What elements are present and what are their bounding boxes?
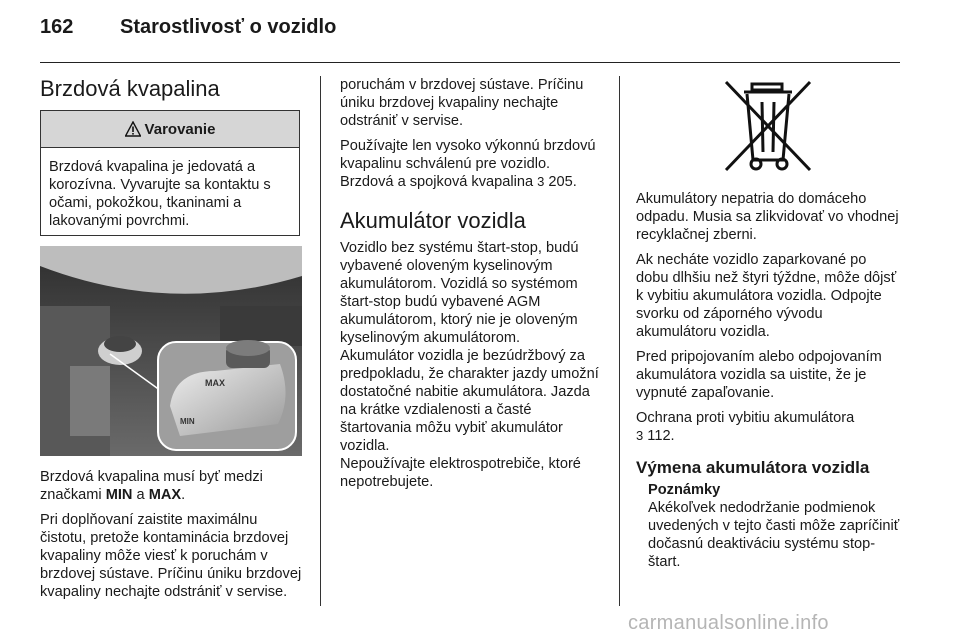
column-2	[340, 76, 602, 491]
section-title-brake-fluid: Brzdová kvapalina	[40, 76, 220, 101]
warning-text: Brzdová kvapalina je jedovatá a korozívna. Vyvarujte sa kontaktu s očami, pokožkou, tkaninami a lakovanými povrchmi.	[49, 159, 271, 229]
running-title: Starostlivosť o vozidlo	[120, 16, 337, 38]
subsection-title-battery-replacement: Výmena akumulátora vozidla	[636, 458, 870, 477]
warning-label: Varovanie	[144, 120, 216, 138]
reservoir-illustration	[40, 246, 302, 456]
text-run: Brzdová kvapalina musí byť medzi značkami	[40, 469, 263, 503]
warning-header	[41, 111, 299, 148]
warning-box	[40, 110, 300, 236]
paragraph: Vozidlo bez systému štart-stop, budú vybavené oloveným kyselinovým akumulátorom. Vozidlá so systémom štart-stop budú vybavené AGM akumulátorom, ktorý nie je oloveným kyselinovým akumulátorom.	[340, 240, 579, 346]
note-box	[636, 481, 900, 571]
page-number: 162	[40, 16, 74, 38]
page-ref[interactable]: 112.	[643, 428, 675, 444]
text-run: Ochrana proti vybitiu akumulátora	[636, 410, 855, 426]
paragraph-continued: poruchám v brzdovej sústave. Príčinu úniku brzdovej kvapaliny nechajte odstrániť v servise.	[340, 77, 584, 129]
paragraph: Akumulátor vozidla je bezúdržbový za predpokladu, že charakter jazdy umožní dostatočné nabitie akumulátora. Jazda na krátke vzdialenosti a časté štartovania môžu vybiť akumulátor vozidla.	[340, 348, 599, 454]
paragraph: Pred pripojovaním alebo odpojovaním akumulátora vozidla sa uistite, že je vypnuté zapaľovanie.	[636, 349, 882, 401]
warning-triangle-icon	[125, 121, 141, 137]
note-text: Akékoľvek nedodržanie podmienok uvedených v tejto časti môže zapríčiniť dočasnú deaktiváciu systému stop-štart.	[648, 500, 900, 570]
paragraph	[340, 137, 602, 191]
page-header	[40, 16, 900, 46]
min-mark: MIN	[180, 417, 195, 426]
paragraph: Nepoužívajte elektrospotrebiče, ktoré nepotrebujete.	[340, 456, 581, 490]
watermark: carmanualsonline.info	[628, 612, 829, 634]
paragraph: Pri doplňovaní zaistite maximálnu čistotu, pretože kontaminácia brzdovej kvapaliny môže viesť k poruchám v brzdovej sústave. Príčinu úniku brzdovej kvapaliny nechajte odstrániť v servise.	[40, 512, 302, 600]
paragraph: Akumulátory nepatria do domáceho odpadu. Musia sa zlikvidovať vo vhodnej recyklačnej zberni.	[636, 191, 899, 243]
brake-fluid-text	[40, 468, 302, 601]
header-rule	[40, 62, 900, 63]
text-run: Používajte len vysoko výkonnú brzdovú kvapalinu schválenú pre vozidlo. Brzdová a spojková kvapalina	[340, 138, 596, 190]
paragraph: Ak necháte vozidlo zaparkované po dobu dlhšiu než štyri týždne, môže dôjsť k vybitiu akumulátora vozidla. Odpojte svorku od záporného vývodu akumulátoru vozidla.	[636, 252, 897, 340]
max-label: MAX	[148, 487, 182, 503]
page-ref-icon: 3	[537, 174, 545, 189]
text-run: a	[132, 487, 149, 503]
max-mark: MAX	[205, 378, 225, 388]
column-divider	[320, 76, 321, 606]
section-title-battery: Akumulátor vozidla	[340, 208, 526, 233]
column-3	[636, 190, 900, 571]
page-ref-icon: 3	[636, 428, 644, 443]
brake-fluid-reservoir-photo	[40, 246, 302, 456]
crossed-bin-icon	[716, 74, 820, 178]
paragraph	[40, 468, 302, 504]
text-run: .	[181, 487, 186, 503]
column-divider	[619, 76, 620, 606]
page-ref[interactable]: 205.	[544, 174, 577, 190]
min-label: MIN	[105, 487, 133, 503]
paragraph	[636, 409, 900, 445]
note-title: Poznámky	[648, 482, 721, 498]
